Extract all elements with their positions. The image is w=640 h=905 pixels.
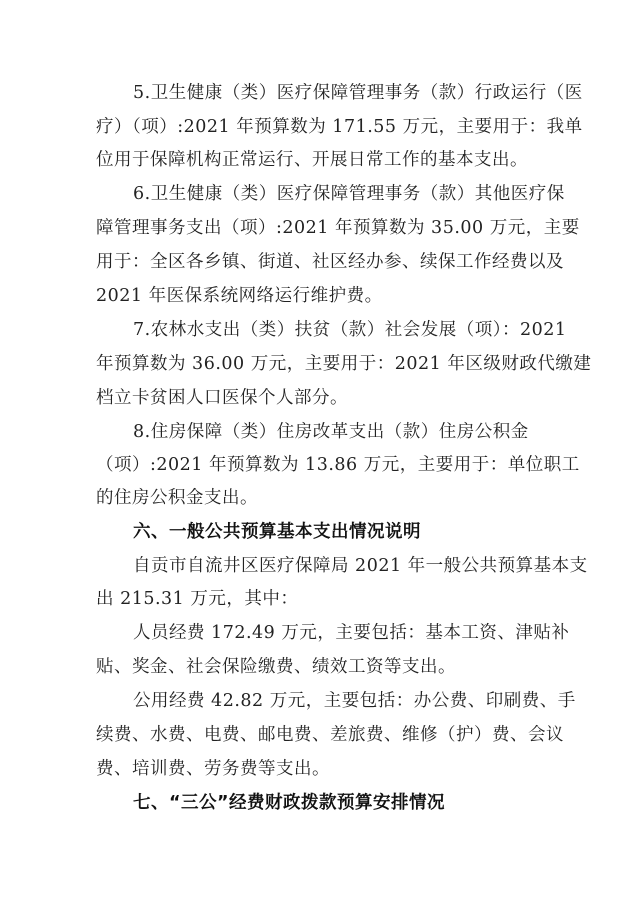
section-6-intro-line-1: 自贡市自流井区医疗保障局 2021 年一般公共预算基本支 bbox=[133, 556, 588, 576]
item-8-line-1: 8.住房保障（类）住房改革支出（款）住房公积金 bbox=[133, 422, 529, 442]
item-5-line-1: 5.卫生健康（类）医疗保障管理事务（款）行政运行（医 bbox=[133, 83, 583, 103]
personnel-line-2: 贴、奖金、社会保险缴费、绩效工资等支出。 bbox=[96, 657, 456, 677]
item-7-line-2: 年预算数为 36.00 万元，主要用于：2021 年区级财政代缴建 bbox=[96, 354, 592, 374]
item-6-line-4: 2021 年医保系统网络运行维护费。 bbox=[96, 286, 383, 306]
item-8-line-2: （项）:2021 年预算数为 13.86 万元，主要用于：单位职工 bbox=[96, 455, 580, 475]
section-6-intro-line-2: 出 215.31 万元，其中： bbox=[96, 589, 299, 609]
item-5-line-3: 位用于保障机构正常运行、开展日常工作的基本支出。 bbox=[96, 150, 528, 170]
item-6-line-1: 6.卫生健康（类）医疗保障管理事务（款）其他医疗保 bbox=[133, 184, 565, 204]
item-8-line-3: 的住房公积金支出。 bbox=[96, 488, 258, 508]
public-line-2: 续费、水费、电费、邮电费、差旅费、维修（护）费、会议 bbox=[96, 725, 564, 745]
item-7-line-3: 档立卡贫困人口医保个人部分。 bbox=[96, 388, 348, 408]
public-line-1: 公用经费 42.82 万元，主要包括：办公费、印刷费、手 bbox=[133, 691, 576, 711]
item-5-line-2: 疗）（项）:2021 年预算数为 171.55 万元，主要用于：我单 bbox=[96, 117, 583, 137]
section-7-heading: 七、“三公”经费财政拨款预算安排情况 bbox=[133, 793, 446, 813]
item-6-line-3: 用于：全区各乡镇、街道、社区经办参、续保工作经费以及 bbox=[96, 252, 564, 272]
item-7-line-1: 7.农林水支出（类）扶贫（款）社会发展（项）：2021 bbox=[133, 320, 567, 340]
section-6-heading: 六、一般公共预算基本支出情况说明 bbox=[133, 522, 421, 542]
public-line-3: 费、培训费、劳务费等支出。 bbox=[96, 759, 330, 779]
item-6-line-2: 障管理事务支出（项）:2021 年预算数为 35.00 万元，主要 bbox=[96, 218, 580, 238]
personnel-line-1: 人员经费 172.49 万元，主要包括：基本工资、津贴补 bbox=[133, 623, 570, 643]
